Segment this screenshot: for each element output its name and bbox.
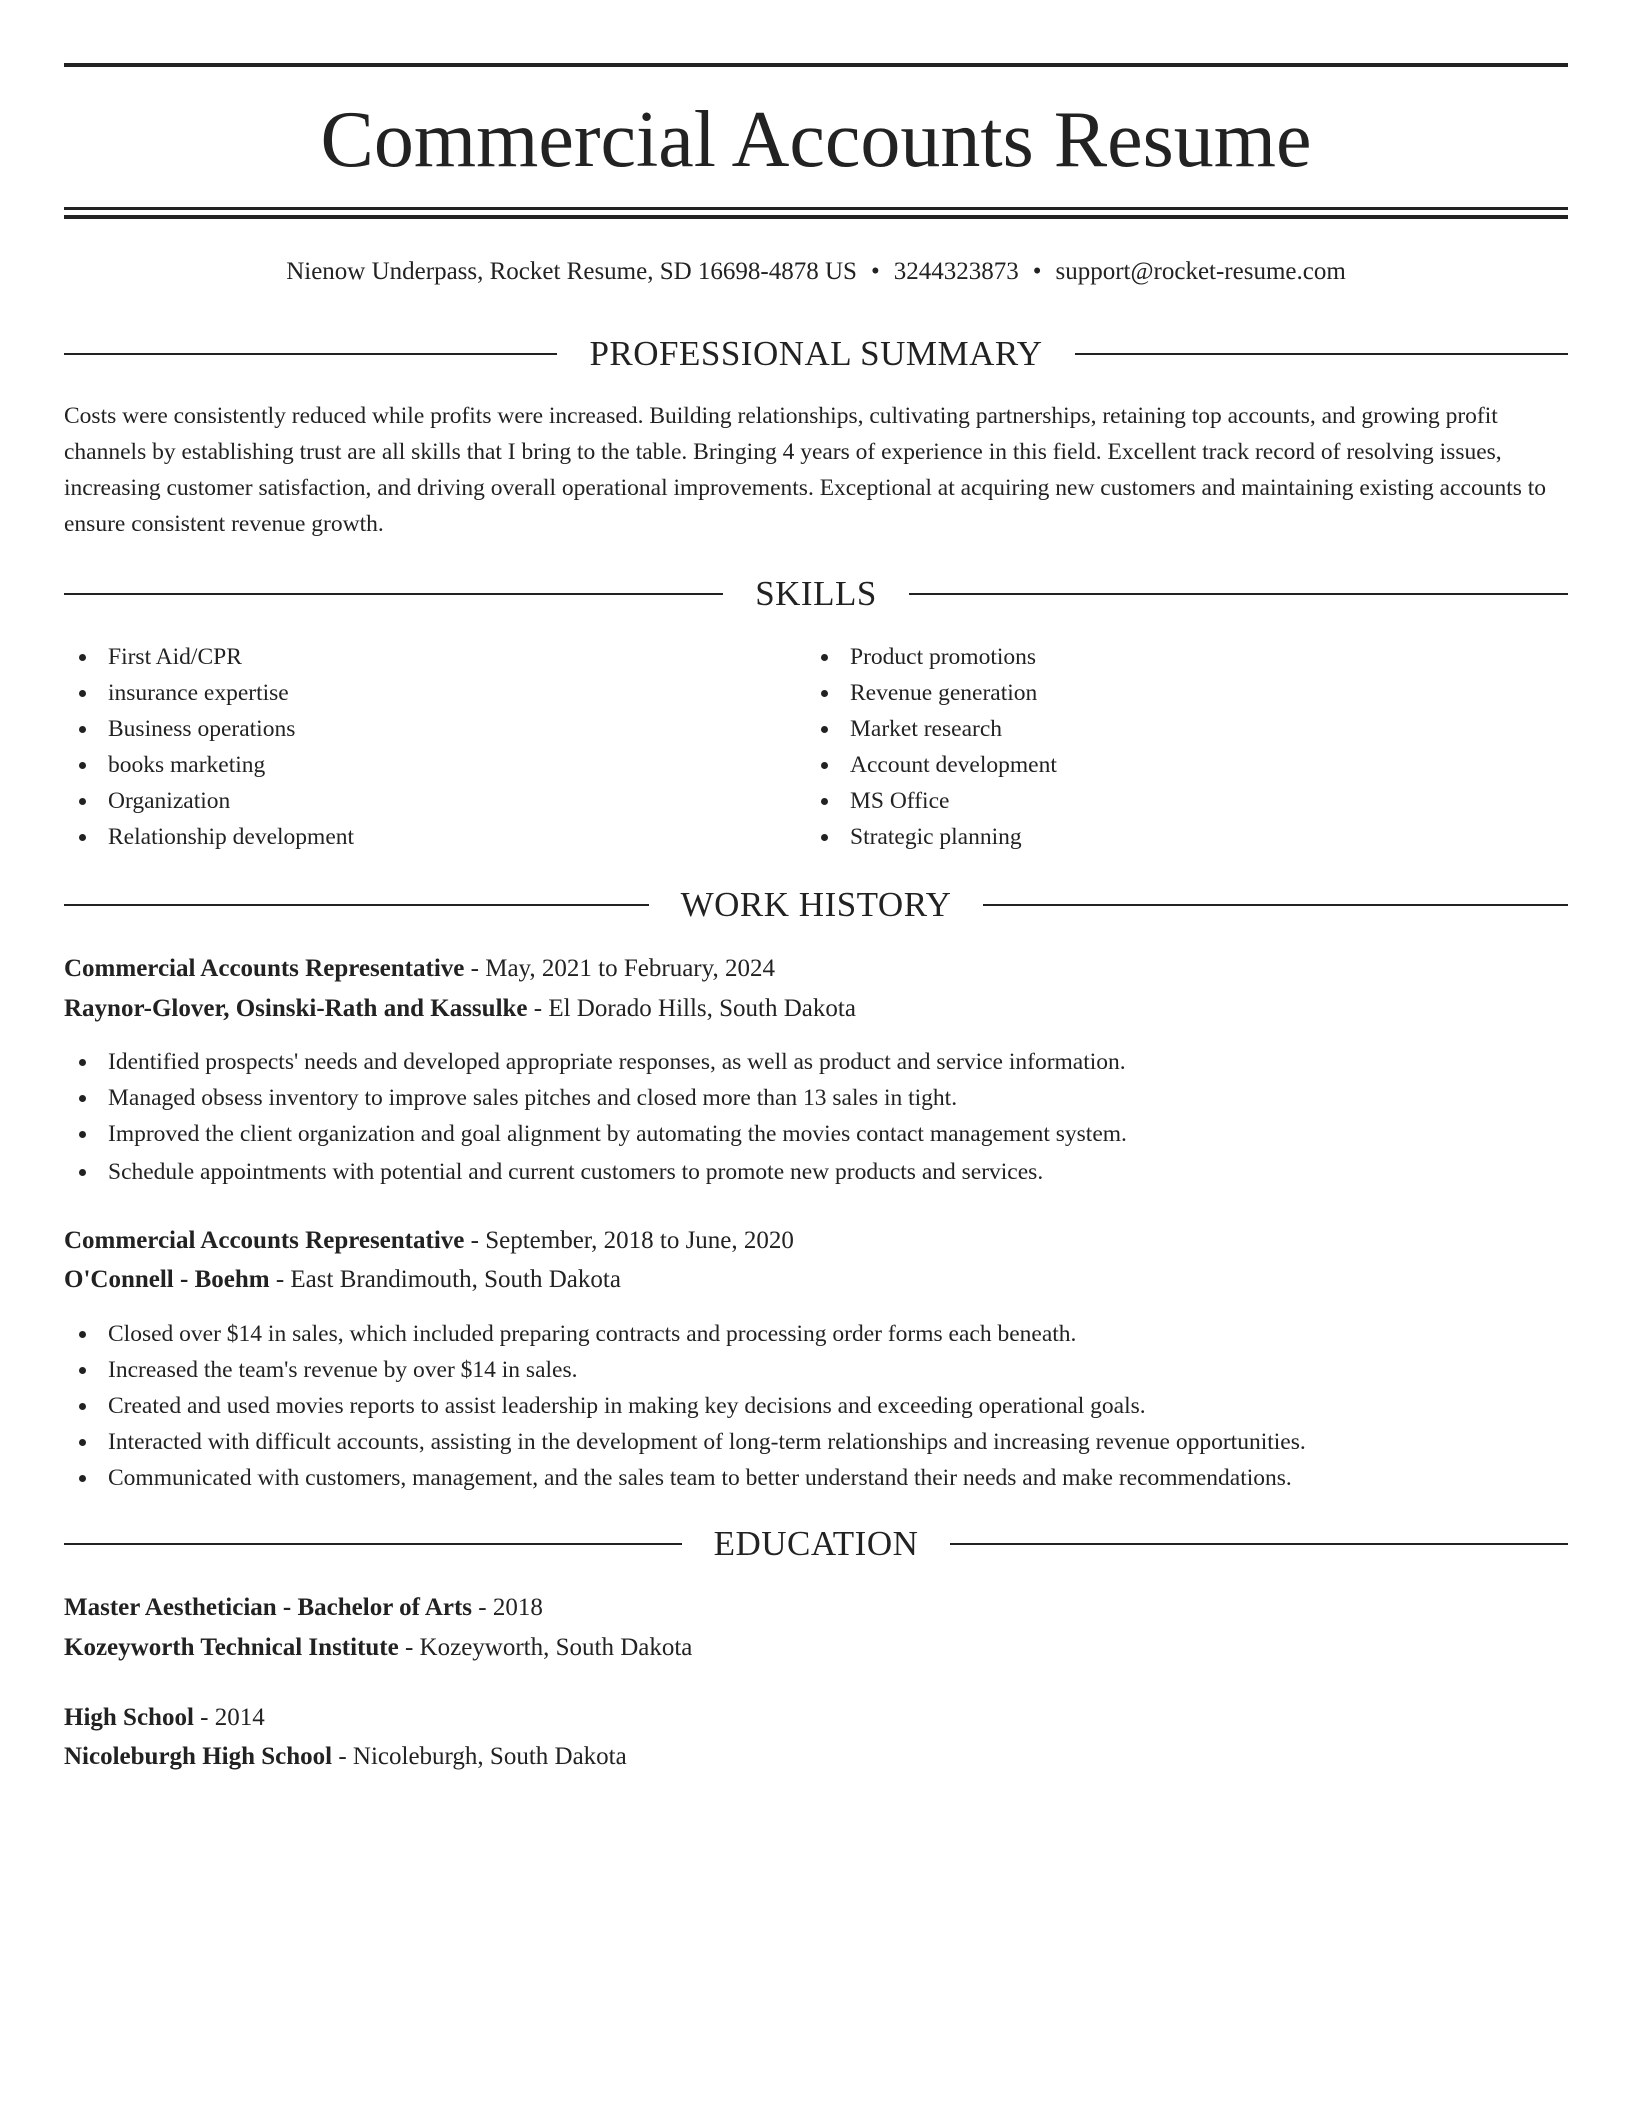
skill-item: Account development	[806, 747, 1506, 783]
skill-item: Business operations	[64, 711, 764, 747]
education-school-line	[64, 1737, 1568, 1777]
job-bullets	[64, 1044, 1568, 1190]
job-location: - El Dorado Hills, South Dakota	[527, 995, 856, 1022]
header-double-rule-upper	[64, 207, 1568, 210]
job-dates: - May, 2021 to February, 2024	[464, 955, 775, 982]
skill-item: Strategic planning	[806, 819, 1506, 855]
skill-item: books marketing	[64, 747, 764, 783]
job-company: O'Connell - Boehm	[64, 1266, 270, 1293]
skills-column-right	[806, 639, 1506, 855]
education-location: - Kozeyworth, South Dakota	[398, 1634, 693, 1661]
skill-item: insurance expertise	[64, 675, 764, 711]
job-bullet: Interacted with difficult accounts, assisting in the development of long-term relationships and increasing revenue opportunities.	[64, 1424, 1568, 1460]
job-title: Commercial Accounts Representative	[64, 955, 465, 982]
skill-item: Relationship development	[64, 819, 764, 855]
education-year: - 2018	[472, 1594, 543, 1621]
education-degree-line	[64, 1698, 1568, 1738]
job-bullets	[64, 1316, 1568, 1496]
education-school: Kozeyworth Technical Institute	[64, 1634, 399, 1661]
job-dates: - September, 2018 to June, 2020	[464, 1227, 794, 1254]
section-header-summary	[64, 332, 1568, 376]
job-bullet: Schedule appointments with potential and current customers to promote new products and services.	[64, 1154, 1568, 1190]
education-degree: Master Aesthetician - Bachelor of Arts	[64, 1594, 473, 1621]
skill-item: MS Office	[806, 783, 1506, 819]
job-bullet-list	[64, 1316, 1568, 1496]
section-title-skills: SKILLS	[755, 574, 877, 613]
contact-address: Nienow Underpass, Rocket Resume, SD 16698-4878 US	[286, 258, 857, 285]
contact-separator: •	[1032, 258, 1042, 285]
skill-item: Market research	[806, 711, 1506, 747]
section-rule-right	[909, 593, 1568, 595]
summary-text: Costs were consistently reduced while profits were increased. Building relationships, cultivating partnerships, retaining top accounts, and growing profit channels by establishing trust are all skills that I bring to the table. Bringing 4 years of experience in this field. Excellent track record of resolving issues, increasing customer satisfaction, and driving overall operational improvements. Exceptional at acquiring new customers and maintaining existing accounts to ensure consistent revenue growth.	[64, 403, 1547, 537]
skill-item: Product promotions	[806, 639, 1506, 675]
section-title-work-history: WORK HISTORY	[680, 885, 952, 924]
job-title-line	[64, 949, 1568, 989]
job-bullet: Increased the team's revenue by over $14 in sales.	[64, 1352, 1568, 1388]
section-rule-left	[64, 593, 723, 595]
education-school: Nicoleburgh High School	[64, 1743, 333, 1770]
job-bullet: Closed over $14 in sales, which included preparing contracts and processing order forms each beneath.	[64, 1316, 1568, 1352]
skills-list-right	[806, 639, 1506, 855]
section-rule-left	[64, 353, 557, 355]
section-rule-left	[64, 1543, 682, 1545]
contact-separator: •	[870, 258, 880, 285]
section-rule-right	[950, 1543, 1568, 1545]
education-year: - 2014	[193, 1704, 265, 1731]
skill-item: Organization	[64, 783, 764, 819]
job-bullet: Improved the client organization and goal alignment by automating the movies contact management system.	[64, 1116, 1568, 1152]
job-bullet: Identified prospects' needs and developed appropriate responses, as well as product and service information.	[64, 1044, 1568, 1080]
contact-phone: 3244323873	[893, 258, 1019, 285]
header-top-rule	[64, 63, 1568, 67]
skills-column-left	[64, 639, 764, 855]
contact-email: support@rocket-resume.com	[1055, 258, 1346, 285]
job-company-line	[64, 1260, 1568, 1300]
section-rule-left	[64, 904, 649, 906]
job-title-line	[64, 1221, 1568, 1261]
section-title-education: EDUCATION	[713, 1524, 919, 1563]
section-header-education	[64, 1522, 1568, 1566]
resume-title: Commercial Accounts Resume	[320, 96, 1312, 184]
section-rule-right	[1075, 353, 1568, 355]
job-bullet: Created and used movies reports to assist leadership in making key decisions and exceeding operational goals.	[64, 1388, 1568, 1424]
skill-item: Revenue generation	[806, 675, 1506, 711]
section-header-skills	[64, 572, 1568, 616]
education-degree: High School	[64, 1704, 194, 1731]
job-bullet: Communicated with customers, management, and the sales team to better understand their needs and make recommendations.	[64, 1460, 1568, 1496]
skills-list-left	[64, 639, 764, 855]
contact-line	[64, 254, 1568, 290]
education-school-line	[64, 1628, 1568, 1668]
job-bullet: Managed obsess inventory to improve sales pitches and closed more than 13 sales in tight.	[64, 1080, 1568, 1116]
job-title: Commercial Accounts Representative	[64, 1227, 465, 1254]
section-rule-right	[983, 904, 1568, 906]
header-double-rule-lower	[64, 215, 1568, 219]
education-location: - Nicoleburgh, South Dakota	[332, 1743, 627, 1770]
job-location: - East Brandimouth, South Dakota	[269, 1266, 621, 1293]
education-degree-line	[64, 1588, 1568, 1628]
section-title-summary: PROFESSIONAL SUMMARY	[589, 334, 1043, 373]
job-company: Raynor-Glover, Osinski-Rath and Kassulke	[64, 995, 528, 1022]
section-header-work-history	[64, 883, 1568, 927]
job-company-line	[64, 989, 1568, 1029]
skill-item: First Aid/CPR	[64, 639, 764, 675]
job-bullet-list	[64, 1044, 1568, 1190]
